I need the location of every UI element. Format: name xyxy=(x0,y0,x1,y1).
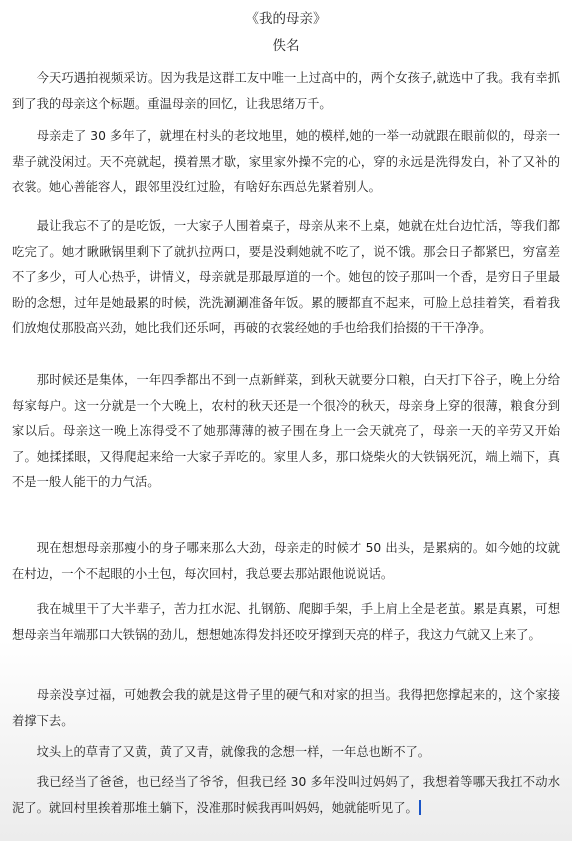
paragraph-text: 我已经当了爸爸，也已经当了爷爷，但我已经 30 多年没叫过妈妈了，我想着等哪天我扛不动水泥了。就回村里挨着那堆土躺下，没准那时候我再叫妈妈，她就能听见了。 xyxy=(12,775,560,815)
paragraph-text: 坟头上的草青了又黄，黄了又青，就像我的念想一样，一年总也断不了。 xyxy=(36,745,431,759)
paragraph-4 xyxy=(12,368,560,496)
paragraph-6 xyxy=(12,597,560,648)
paragraph-text: 最让我忘不了的是吃饭，一大家子人围着桌子，母亲从来不上桌，她就在灶台边忙活，等我们都吃完了。她才瞅瞅锅里剩下了就扒拉两口，要是没剩她就不吃了，说不饿。那会日子都紧巴，穷富差不了多少，可人心热乎，讲情义，母亲就是那最厚道的一个。她包的饺子那叫一个香，是穷日子里最盼的念想，过年是她最累的时候，洗洗涮涮准备年饭。累的腰都直不起来，可脸上总挂着笑，看着我们放炮仗那股高兴劲，她比我们还乐呵，再破的衣裳经她的手也给我们拾掇的干干净净。 xyxy=(12,219,560,335)
paragraph-9 xyxy=(12,770,560,821)
paragraph-text: 我在城里干了大半辈子，苦力扛水泥、扎钢筋、爬脚手架，手上肩上全是老茧。累是真累，可想想母亲当年端那口大铁锅的劲儿，想想她冻得发抖还咬牙撑到天亮的样子，我这力气就又上来了。 xyxy=(12,602,560,642)
paragraph-text: 今天巧遇拍视频采访。因为我是这群工友中唯一上过高中的，两个女孩子,就选中了我。我有幸抓到了我的母亲这个标题。重温母亲的回忆，让我思绪万千。 xyxy=(12,71,560,111)
paragraph-8 xyxy=(12,740,560,766)
document-author: 佚名 xyxy=(272,38,300,54)
paragraph-text: 那时候还是集体，一年四季都出不到一点新鲜菜，到秋天就要分口粮，白天打下谷子，晚上分给每家每户。这一分就是一个大晚上，农村的秋天还是一个很冷的秋天，母亲身上穿的很薄，粮食分到家以后。母亲这一晚上冻得受不了她那薄薄的被子围在身上一会天就亮了，母亲一天的辛劳又开始了。她揉揉眼，又得爬起来给一大家子弄吃的。家里人多，那口烧柴火的大铁锅死沉，端上端下，真不是一般人能干的力气活。 xyxy=(12,373,560,489)
paragraph-5 xyxy=(12,536,560,587)
paragraph-text: 母亲没享过福，可她教会我的就是这骨子里的硬气和对家的担当。我得把您撑起来的，这个家接着撑下去。 xyxy=(12,688,560,728)
paragraph-7 xyxy=(12,683,560,734)
document-title: 《我的母亲》 xyxy=(245,11,327,27)
paragraph-text: 现在想想母亲那瘦小的身子哪来那么大劲，母亲走的时候才 50 出头，是累病的。如今她的坟就在村边，一个不起眼的小土包，每次回村，我总要去那站跟他说说话。 xyxy=(12,541,560,581)
paragraph-2 xyxy=(12,124,560,201)
paragraph-text: 母亲走了 30 多年了，就埋在村头的老坟地里，她的模样,她的一举一动就跟在眼前似的，母亲一辈子就没闲过。天不亮就起，摸着黑才歇，家里家外操不完的心，穿的永远是洗得发白，补了又补的衣裳。她心善能容人，跟邻里没红过脸，有啥好东西总先紧着别人。 xyxy=(12,129,560,194)
paragraph-1 xyxy=(12,66,560,117)
text-cursor[interactable] xyxy=(419,800,421,815)
paragraph-3 xyxy=(12,214,560,342)
